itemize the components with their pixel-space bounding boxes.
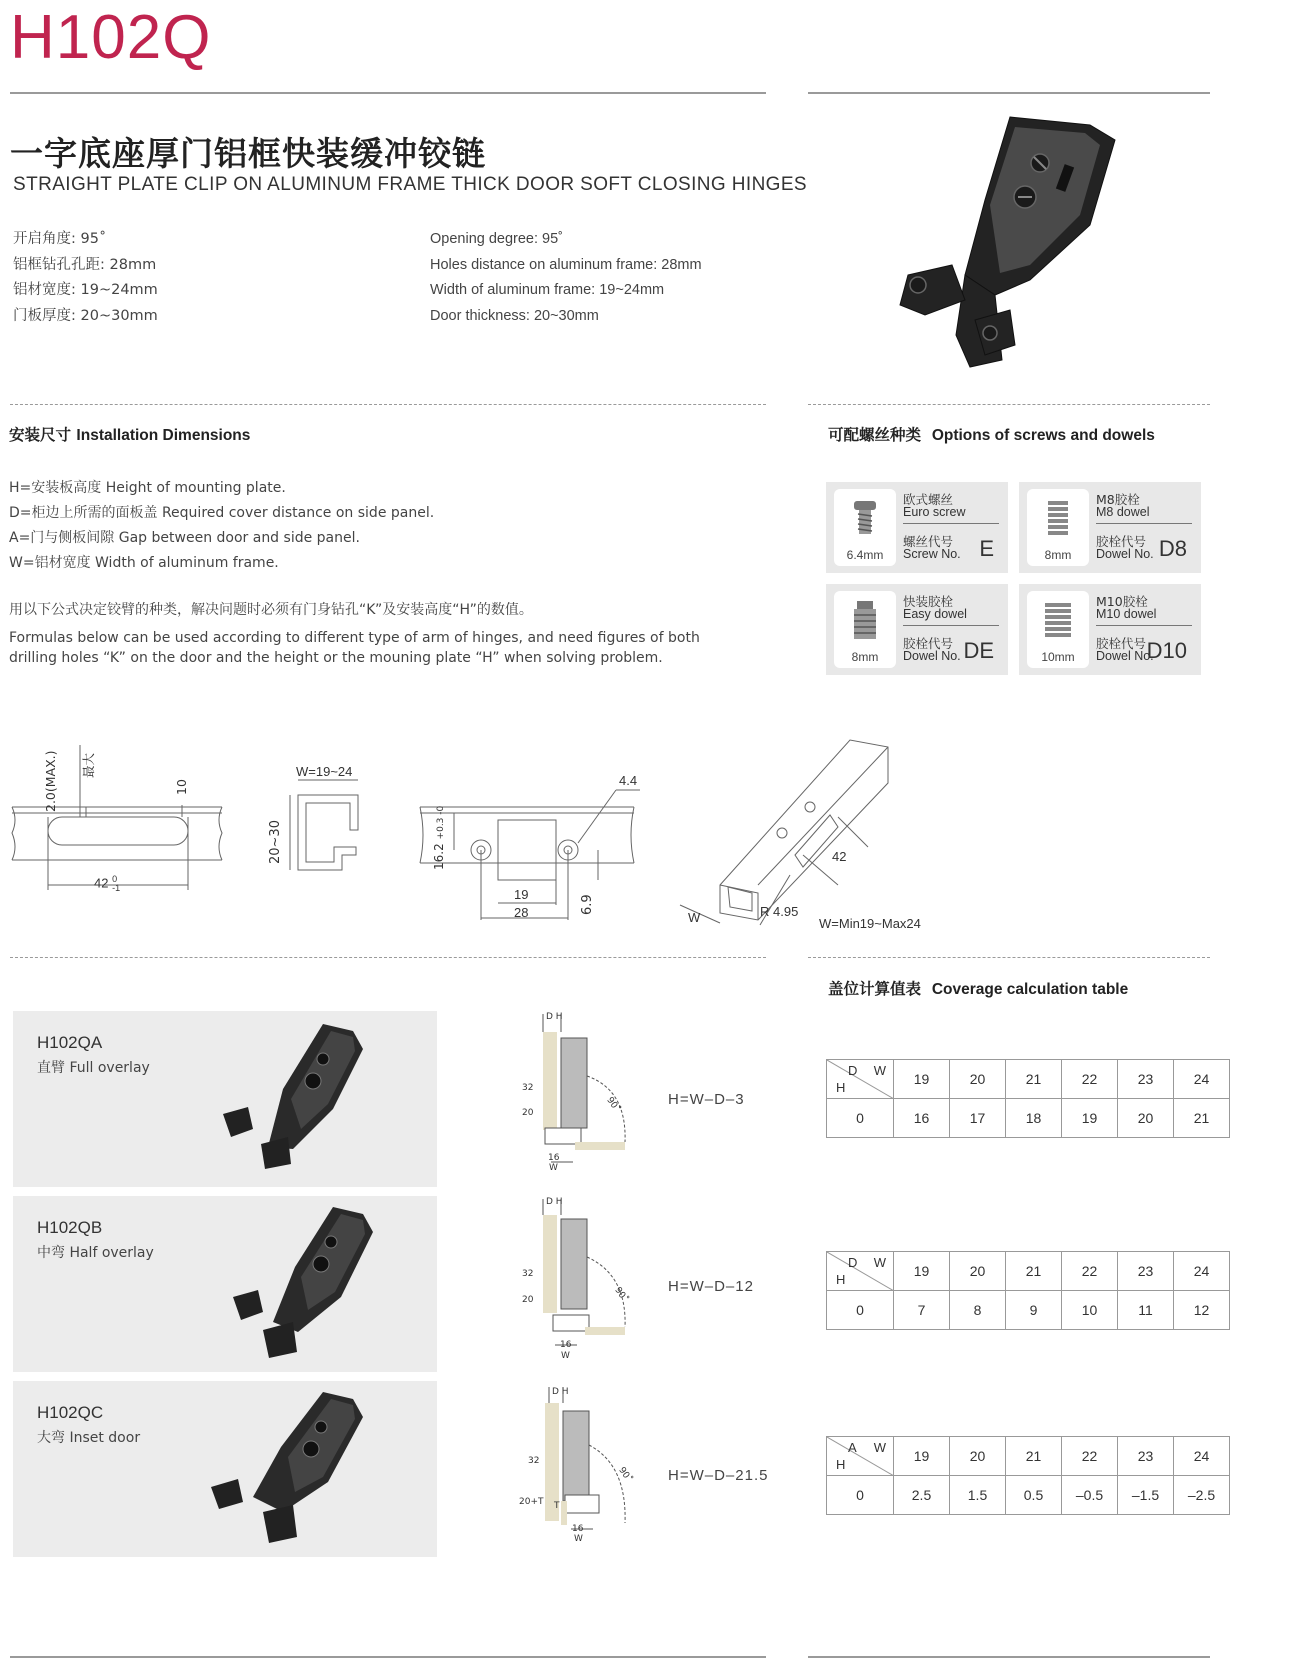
- spec-item: Holes distance on aluminum frame: 28mm: [430, 256, 702, 273]
- option-size: 8mm: [851, 650, 879, 664]
- option-code-label-en: Dowel No.: [903, 649, 961, 663]
- footer-rule-right: [808, 1656, 1210, 1658]
- table-header-cell: 21: [1006, 1437, 1062, 1476]
- table-header-cell: 23: [1118, 1060, 1174, 1099]
- coverage-heading: [828, 977, 1128, 999]
- table-cell: 8: [950, 1291, 1006, 1330]
- option-divider: [1096, 625, 1192, 626]
- dim-max-zh: 最大: [81, 752, 96, 778]
- hinge-image-b: [223, 1202, 383, 1366]
- dim-slot-length: [94, 875, 120, 893]
- hole-tol-down: -0: [436, 805, 446, 815]
- spec-item: 开启角度: 95˚: [13, 231, 107, 247]
- corner-col-var: W: [873, 1255, 886, 1270]
- option-name-en: M8 dowel: [1096, 505, 1150, 519]
- table-header-cell: 24: [1174, 1252, 1230, 1291]
- option-name-zh: M10胶栓: [1096, 594, 1148, 609]
- dim-max-label: 2.0(MAX.): [43, 750, 58, 812]
- installation-heading-en: Installation Dimensions: [76, 427, 251, 444]
- variant-code: H102QC: [37, 1403, 104, 1422]
- options-heading-en: Options of screws and dowels: [931, 427, 1155, 444]
- specs-zh: [13, 227, 158, 329]
- hole-height-value: 16.2: [432, 843, 446, 870]
- option-card-m8-dowel: [1019, 482, 1201, 573]
- diag-16-c: 16: [572, 1524, 584, 1534]
- divider: [10, 404, 766, 405]
- table-corner: [827, 1060, 894, 1099]
- diag-w-c: W: [574, 1534, 583, 1544]
- table-cell: –2.5: [1174, 1476, 1230, 1515]
- table-header-cell: 20: [950, 1252, 1006, 1291]
- mounting-diagram-b: [515, 1195, 635, 1365]
- title-en: STRAIGHT PLATE CLIP ON ALUMINUM FRAME THICK DOOR SOFT CLOSING HINGES: [13, 174, 808, 195]
- coverage-table-a: [826, 1059, 1230, 1138]
- table-header-cell: 24: [1174, 1437, 1230, 1476]
- spec-item: 铝框钻孔孔距: 28mm: [13, 256, 157, 273]
- note-en-2: drilling holes “K” on the door and the height or the mouning plate “H” when solving problem.: [9, 650, 663, 666]
- dimension-legend: [9, 476, 434, 576]
- diag-w-a: W: [549, 1163, 558, 1173]
- diag-t-c: T: [554, 1501, 560, 1511]
- hinge-image-c: [203, 1387, 383, 1551]
- diag-32-c: 32: [528, 1456, 540, 1466]
- diag-16-a: 16: [548, 1153, 560, 1163]
- installation-heading: [9, 423, 250, 445]
- table-row: [827, 1291, 1230, 1330]
- hinge-product-image: [890, 105, 1130, 375]
- table-header-cell: 22: [1062, 1437, 1118, 1476]
- note-en-1: Formulas below can be used according to different type of arm of hinges, and need figures of both: [9, 630, 700, 646]
- diag-angle-a: 90˚: [604, 1095, 622, 1115]
- formula-c: H=W–D–21.5: [668, 1467, 769, 1484]
- divider: [808, 957, 1210, 958]
- diag-top-c: D H: [552, 1387, 569, 1397]
- option-code: D10: [1146, 638, 1187, 663]
- option-code-label-en: Dowel No.: [1096, 547, 1154, 561]
- euro-screw-icon: [834, 489, 896, 566]
- header-rule-right: [808, 92, 1210, 94]
- table-cell: 21: [1174, 1099, 1230, 1138]
- variant-panel-c: [13, 1381, 437, 1557]
- option-name-en: Easy dowel: [903, 607, 967, 621]
- header-rule-left: [10, 92, 766, 94]
- corner-col-var: W: [873, 1440, 886, 1455]
- option-code: DE: [963, 638, 994, 663]
- table-cell: 20: [1118, 1099, 1174, 1138]
- formula-a: H=W–D–3: [668, 1091, 745, 1108]
- diag-angle-b: 90˚: [612, 1285, 630, 1305]
- model-title: H102Q: [10, 3, 212, 72]
- option-code-label-zh: 胶栓代号: [1096, 636, 1147, 651]
- legend-item: D=柜边上所需的面板盖 Required cover distance on side panel.: [9, 505, 435, 521]
- table-header-cell: 19: [894, 1437, 950, 1476]
- diag-20t-c: 20+T: [519, 1497, 544, 1507]
- variant-code: H102QA: [37, 1033, 103, 1052]
- coverage-heading-zh: 盖位计算值表: [828, 980, 922, 998]
- coverage-table-b: [826, 1251, 1230, 1330]
- table-header-cell: 19: [894, 1060, 950, 1099]
- diag-angle-c: 90˚: [616, 1465, 634, 1485]
- variant-name: 大弯 Inset door: [37, 1430, 141, 1446]
- dim-hole-dia: 4.4: [619, 773, 638, 788]
- dim-iso-42: 42: [832, 849, 847, 864]
- dim-iso-range: W=Min19~Max24: [819, 916, 921, 931]
- table-cell: 11: [1118, 1291, 1174, 1330]
- table-header-cell: 24: [1174, 1060, 1230, 1099]
- option-card-easy-dowel: [826, 584, 1008, 675]
- diag-top-b: D H: [546, 1197, 563, 1207]
- option-code: D8: [1158, 536, 1187, 561]
- table-corner: [827, 1437, 894, 1476]
- corner-height-var: H: [836, 1272, 846, 1287]
- table-cell: 7: [894, 1291, 950, 1330]
- corner-row-var: A: [848, 1440, 857, 1455]
- title-zh: 一字底座厚门铝框快装缓冲铰链: [10, 134, 486, 173]
- table-row: [827, 1099, 1230, 1138]
- diag-16-b: 16: [560, 1340, 572, 1350]
- dim-19: 19: [514, 887, 529, 902]
- legend-item: A=门与侧板间隙 Gap between door and side panel.: [9, 530, 360, 546]
- option-size: 6.4mm: [846, 548, 884, 562]
- option-divider: [1096, 523, 1192, 524]
- option-code-label-zh: 胶栓代号: [903, 636, 954, 651]
- table-header-cell: 19: [894, 1252, 950, 1291]
- option-card-euro-screw: [826, 482, 1008, 573]
- table-header-cell: 21: [1006, 1252, 1062, 1291]
- table-cell: 2.5: [894, 1476, 950, 1515]
- variant-name: 直臂 Full overlay: [37, 1060, 150, 1076]
- table-cell: 10: [1062, 1291, 1118, 1330]
- table-cell: 9: [1006, 1291, 1062, 1330]
- spec-item: Door thickness: 20~30mm: [430, 307, 599, 324]
- diag-32-b: 32: [522, 1269, 534, 1279]
- coverage-table-c: [826, 1436, 1230, 1515]
- option-size: 8mm: [1044, 548, 1072, 562]
- option-name-en: M10 dowel: [1096, 607, 1157, 621]
- option-code: E: [979, 536, 994, 561]
- variant-panel-b: [13, 1196, 437, 1372]
- diag-32-a: 32: [522, 1083, 534, 1093]
- option-code-label-en: Screw No.: [903, 547, 961, 561]
- option-code-label-zh: 螺丝代号: [903, 534, 954, 549]
- corner-col-var: W: [873, 1063, 886, 1078]
- option-card-m10-dowel: [1019, 584, 1201, 675]
- hinge-image-a: [213, 1019, 373, 1179]
- table-header-cell: 20: [950, 1060, 1006, 1099]
- divider: [808, 404, 1210, 405]
- table-row: [827, 1476, 1230, 1515]
- dim-iso-radius: R 4.95: [760, 904, 799, 919]
- table-cell: 0.5: [1006, 1476, 1062, 1515]
- option-name-zh: 欧式螺丝: [903, 492, 954, 507]
- table-header-row: [827, 1252, 1230, 1291]
- spec-item: Opening degree: 95˚: [430, 231, 564, 247]
- table-cell: 16: [894, 1099, 950, 1138]
- option-code-label-zh: 胶栓代号: [1096, 534, 1147, 549]
- table-corner: [827, 1252, 894, 1291]
- variant-panel-a: [13, 1011, 437, 1187]
- table-cell: –1.5: [1118, 1476, 1174, 1515]
- installation-heading-zh: 安装尺寸: [9, 426, 72, 444]
- table-header-cell: 22: [1062, 1060, 1118, 1099]
- diag-top-a: D H: [546, 1012, 563, 1022]
- dim-profile-width: W=19~24: [296, 764, 353, 779]
- table-header-cell: 20: [950, 1437, 1006, 1476]
- dim-hole-height: [432, 806, 446, 870]
- formula-b: H=W–D–12: [668, 1278, 754, 1295]
- m10-dowel-icon: [1027, 591, 1089, 668]
- corner-row-var: D: [848, 1255, 858, 1270]
- diag-w-b: W: [561, 1351, 570, 1361]
- option-name-en: Euro screw: [903, 505, 966, 519]
- option-name-zh: 快装胶栓: [903, 594, 954, 609]
- diag-20-a: 20: [522, 1108, 534, 1118]
- slot-length-value: 42: [94, 875, 109, 891]
- options-heading-zh: 可配螺丝种类: [828, 426, 922, 444]
- dim-10: 10: [174, 779, 189, 795]
- slot-tol-up: 0: [112, 874, 118, 884]
- corner-height-var: H: [836, 1457, 846, 1472]
- legend-item: H=安装板高度 Height of mounting plate.: [9, 480, 286, 496]
- spec-item: 门板厚度: 20~30mm: [13, 307, 158, 324]
- diag-20-b: 20: [522, 1295, 534, 1305]
- specs-en: [430, 227, 702, 329]
- corner-row-var: D: [848, 1063, 858, 1078]
- divider: [10, 957, 766, 958]
- dim-profile-height: 20~30: [268, 820, 283, 864]
- option-name-zh: M8胶栓: [1096, 492, 1140, 507]
- note-zh: 用以下公式决定铰臂的种类，解决问题时必须有门身钻孔“K”及安装高度“H”的数值。: [9, 602, 533, 618]
- option-size: 10mm: [1041, 650, 1075, 664]
- option-divider: [903, 625, 999, 626]
- table-header-cell: 22: [1062, 1252, 1118, 1291]
- table-cell: 18: [1006, 1099, 1062, 1138]
- formula-note: [9, 600, 700, 668]
- table-header-cell: 23: [1118, 1252, 1174, 1291]
- table-cell: –0.5: [1062, 1476, 1118, 1515]
- m8-dowel-icon: [1027, 489, 1089, 566]
- corner-height-var: H: [836, 1080, 846, 1095]
- table-cell: 12: [1174, 1291, 1230, 1330]
- options-heading: [828, 423, 1155, 445]
- table-row-key: 0: [827, 1291, 894, 1330]
- variant-code: H102QB: [37, 1218, 103, 1237]
- dim-iso-w: W: [688, 910, 701, 925]
- spec-item: 铝材宽度: 19~24mm: [13, 282, 158, 298]
- option-divider: [903, 523, 999, 524]
- table-cell: 19: [1062, 1099, 1118, 1138]
- easy-dowel-icon: [834, 591, 896, 668]
- table-header-cell: 21: [1006, 1060, 1062, 1099]
- table-cell: 1.5: [950, 1476, 1006, 1515]
- legend-item: W=铝材宽度 Width of aluminum frame.: [9, 555, 279, 571]
- table-cell: 17: [950, 1099, 1006, 1138]
- variant-name: 中弯 Half overlay: [37, 1245, 154, 1261]
- dim-69: 6.9: [580, 894, 595, 915]
- slot-tol-down: -1: [112, 883, 121, 893]
- table-row-key: 0: [827, 1476, 894, 1515]
- dim-28: 28: [514, 905, 529, 920]
- footer-rule-left: [10, 1656, 766, 1658]
- table-header-row: [827, 1060, 1230, 1099]
- table-row-key: 0: [827, 1099, 894, 1138]
- table-header-row: [827, 1437, 1230, 1476]
- hole-tol-up: +0.3: [436, 817, 446, 840]
- option-code-label-en: Dowel No.: [1096, 649, 1154, 663]
- table-header-cell: 23: [1118, 1437, 1174, 1476]
- coverage-heading-en: Coverage calculation table: [931, 981, 1129, 998]
- spec-item: Width of aluminum frame: 19~24mm: [430, 282, 665, 298]
